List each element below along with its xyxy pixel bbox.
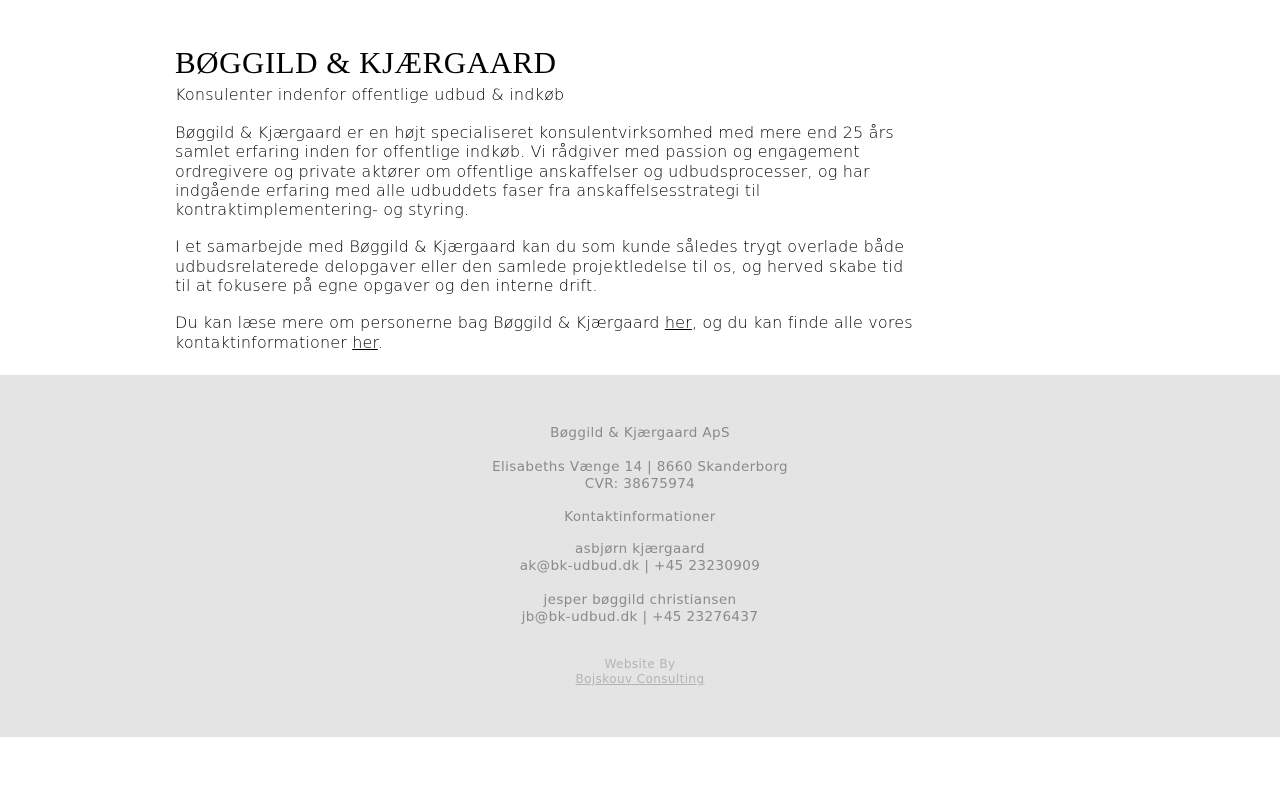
credit-label: Website By [604,657,676,671]
footer-contact-2 [0,592,1280,626]
footer-contact-name: asbjørn kjærgaard [575,541,705,557]
intro-paragraph: Bøggild & Kjærgaard er en højt specialiseret konsulentvirksomhed med mere end 25 års samlet erfaring inden for offentlige indkøb. Vi rådgiver med passion og engagement ordregivere og private aktører om offentlige anskaffelser og udbudsprocesser, og har indgående erfaring med alle udbuddets faser fra anskaffelsesstrategi til kontraktimplementering- og styring. [175,123,894,220]
credit-link[interactable]: Bojskouv Consulting [575,672,705,686]
links-paragraph [175,313,915,352]
main-content [175,44,915,352]
footer-contact-1 [0,541,1280,575]
links-text-3: . [377,332,384,352]
people-link[interactable]: her [664,313,692,333]
footer-company-name: Bøggild & Kjærgaard ApS [550,425,730,441]
collaboration-paragraph: I et samarbejde med Bøggild & Kjærgaard kan du som kunde således trygt overlade både udbudsrelaterede delopgaver eller den samlede projektledelse til os, og herved skabe tid til at fokusere på egne opgaver og den interne drift. [175,237,905,296]
site-tagline: Konsulenter indenfor offentlige udbud & indkøb [175,85,565,104]
footer-cvr: CVR: 38675974 [584,476,696,492]
site-title: BØGGILD & KJÆRGAARD [175,45,557,80]
footer-contact-details: jb@bk-udbud.dk | +45 23276437 [521,609,759,625]
links-text-1: Du kan læse mere om personerne bag Bøggild & Kjærgaard [175,313,665,333]
links-text-2: , og du kan finde alle vores kontaktinformationer [175,313,913,352]
footer-credit [0,657,1280,687]
footer-contact-details: ak@bk-udbud.dk | +45 23230909 [519,558,761,574]
footer [0,375,1280,737]
footer-address-block [0,459,1280,493]
contact-link[interactable]: her [352,332,378,352]
footer-contact-heading: Kontaktinformationer [564,509,716,525]
footer-contact-name: jesper bøggild christiansen [543,592,737,608]
footer-address: Elisabeths Vænge 14 | 8660 Skanderborg [492,459,788,475]
